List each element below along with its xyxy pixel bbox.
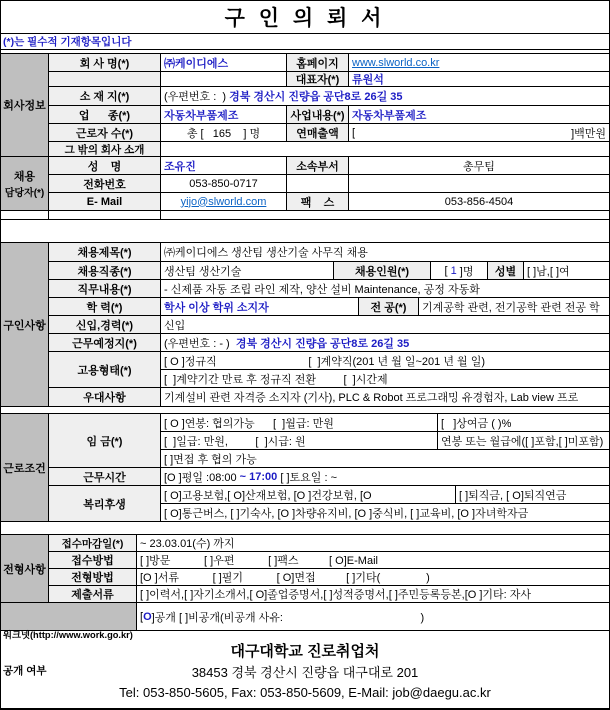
job-title-label: 채용제목(*): [49, 243, 161, 262]
career-row: [49, 316, 609, 334]
documents-value: [ ]이력서,[ ]자기소개서,[ O]졸업증명서,[ ]성적증명서,[ ]주민등록등본,[O ]기타: 자사: [137, 586, 609, 603]
homepage-link[interactable]: www.slworld.co.kr: [352, 56, 440, 69]
apply-method-value: [ ]방문 [ ]우편 [ ]팩스 [ O]E-Mail: [137, 552, 609, 569]
job-title-row: [49, 243, 609, 262]
salary-label: 임 금(*): [49, 414, 161, 468]
welfare-label: 복리후생: [49, 486, 161, 522]
process-label: 전형방법: [49, 569, 137, 586]
salary-daily-option: [ ]일급: 만원, [ ]시급: 원: [161, 432, 438, 450]
salary-annual-option: [ O ]연봉: 협의가능 [ ]월급: 만원: [161, 414, 438, 432]
salary-include-option: 연봉 또는 월급에([ ]포함,[ ]미포함): [438, 432, 609, 450]
revenue-cell: [349, 124, 609, 142]
preferred-value: 기계설비 관련 자격증 소지자 (기사), PLC & Robot 프로그래밍 유경험자, Lab view 프로: [161, 388, 609, 407]
email-label: E- Mail: [49, 193, 161, 211]
job-category-row: [49, 262, 609, 280]
business-label: 사업내용(*): [287, 106, 349, 124]
salary-negotiable-option: [ ]면접 후 협의 가능: [161, 450, 609, 468]
documents-label: 제출서류: [49, 586, 137, 603]
address-cell: [161, 87, 609, 106]
section-label-screening: 전형사항: [1, 535, 49, 603]
salary-row-2: [161, 432, 609, 450]
recruiter-rows: [49, 157, 609, 211]
process-value: [O ]서류 [ ]필기 [ O]면접 [ ]기타( ): [137, 569, 609, 586]
employment-options: [161, 352, 609, 388]
recruiter-name-value: 조유진: [161, 157, 287, 175]
recruiter-section-line2: 담당자(*): [4, 188, 45, 199]
major-value: 기계공학 관련, 전기공학 관련 전공 학: [419, 298, 609, 316]
homepage-cell: [349, 54, 609, 72]
job-category-value: 생산팀 생산기술: [161, 262, 334, 280]
job-rows: [49, 243, 609, 407]
conditions-rows: [49, 414, 609, 522]
recruiter-phone-row: [49, 175, 609, 193]
location-postal-prefix: (우편번호 : - ): [164, 337, 236, 350]
documents-row: [49, 586, 609, 603]
fax-value: 053-856-4504: [349, 193, 609, 211]
email-link[interactable]: yijo@slworld.com: [180, 195, 267, 208]
welfare-row: [49, 486, 609, 522]
welfare-row-1: [161, 486, 609, 504]
apply-method-label: 접수방법: [49, 552, 137, 569]
hours-value: [161, 468, 609, 486]
education-value: 학사 이상 학위 소지자: [161, 298, 359, 316]
empty-label-cell: [49, 72, 161, 87]
recruiter-email-row: [49, 193, 609, 211]
footer-contact: Tel: 053-850-5605, Fax: 053-850-5609, E-Mail: job@daegu.ac.kr: [119, 685, 491, 700]
company-etc-row: [49, 142, 609, 157]
industry-label: 업 종(*): [49, 106, 161, 124]
hours-weekday: [O ]평일 :08:00: [164, 471, 240, 484]
empty-value-cell: [161, 72, 287, 87]
deadline-label: 접수마감일(*): [49, 535, 137, 552]
dept-value: 총무팀: [349, 157, 609, 175]
footer-organization: 대구대학교 진로취업처: [230, 643, 380, 660]
welfare-insurance: [ O]고용보험,[ O]산재보험, [O ]건강보험, [O: [161, 486, 456, 504]
recruiter-empty-row: [1, 211, 609, 220]
job-category-label: 채용직종(*): [49, 262, 161, 280]
revenue-open-bracket: [: [352, 126, 356, 139]
footer-address: 38453 경북 경산시 진량읍 대구대로 201: [191, 665, 419, 680]
ceo-value: 류원석: [349, 72, 609, 87]
address-value: 경북 경산시 진량읍 공단8로 26길 35: [229, 91, 403, 103]
recruiter-name-label: 성 명: [49, 157, 161, 175]
empty-cell: [349, 175, 609, 193]
recruiter-section-line1: 채용: [13, 171, 36, 183]
welfare-benefits: [ O]통근버스, [ ]기숙사, [O ]차량유지비, [O ]중식비, [ ]교육비, [O ]자녀학자금: [161, 504, 609, 522]
deadline-row: [49, 535, 609, 552]
headcount-value: [431, 262, 488, 280]
location-cell: [161, 334, 609, 352]
gender-value: [ ]남,[ ]여: [524, 262, 609, 280]
email-cell: [161, 193, 287, 211]
recruiter-name-row: [49, 157, 609, 175]
phone-value: 053-850-0717: [161, 175, 287, 193]
company-name-value: ㈜케이디에스: [161, 54, 287, 72]
salary-bonus-option: [ ]상여금 ( )%: [438, 414, 609, 432]
salary-row-1: [161, 414, 609, 432]
career-label: 신입,경력(*): [49, 316, 161, 334]
conditions-section: [1, 413, 609, 522]
homepage-label: 홈페이지: [287, 54, 349, 72]
worknet-open-mark: O: [143, 610, 152, 623]
duty-label: 직무내용(*): [49, 280, 161, 298]
ceo-label: 대표자(*): [287, 72, 349, 87]
salary-row: [49, 414, 609, 468]
company-info-section: [1, 53, 609, 157]
empty-cell: [287, 175, 349, 193]
section-label-recruiter: [1, 157, 49, 211]
worknet-disclosure-label: 공개 여부: [3, 665, 47, 677]
address-row: [49, 87, 609, 106]
employment-option-2: [ ]계약기간 만료 후 정규직 전환 [ ]시간제: [161, 370, 609, 388]
screening-section: [1, 534, 609, 603]
section-label-company: 회사정보: [1, 54, 49, 157]
headcount-number: 1: [450, 264, 457, 277]
page-title: 구 인 의 뢰 서: [224, 7, 386, 30]
workers-row: [49, 124, 609, 142]
hours-row: [49, 468, 609, 486]
deadline-value: ~ 23.03.01(수) 까지: [137, 535, 609, 552]
worknet-value: [137, 603, 609, 631]
worknet-url-label: 워크넷(http://www.work.go.kr): [3, 630, 133, 640]
process-row: [49, 569, 609, 586]
address-label: 소 재 지(*): [49, 87, 161, 106]
workers-label: 근로자 수(*): [49, 124, 161, 142]
recruiter-section: [1, 157, 609, 211]
screening-rows: [49, 535, 609, 603]
location-row: [49, 334, 609, 352]
company-etc-value: [161, 142, 609, 157]
revenue-unit: ]백만원: [571, 127, 606, 140]
company-name-row: [49, 54, 609, 72]
phone-label: 전화번호: [49, 175, 161, 193]
worknet-open-bracket: [: [140, 610, 144, 623]
spacer: [1, 220, 609, 242]
revenue-label: 연매출액: [287, 124, 349, 142]
empty-cell: [1, 211, 49, 220]
hours-end-time: ~ 17:00: [239, 470, 278, 483]
employment-label: 고용형태(*): [49, 352, 161, 388]
employment-option-1: [ O ]정규직 [ ]계약직(201 년 월 일~201 년 월 일): [161, 352, 609, 370]
location-label: 근무예정지(*): [49, 334, 161, 352]
section-label-conditions: 근로조건: [1, 414, 49, 522]
career-value: 신입: [161, 316, 609, 334]
empty-cell: [49, 211, 161, 220]
salary-options: [161, 414, 609, 468]
ceo-row: [49, 72, 609, 87]
preferred-row: [49, 388, 609, 407]
major-label: 전 공(*): [359, 298, 419, 316]
duty-value: - 신제품 자동 조립 라인 제작, 양산 설비 Maintenance, 공정 자동화: [161, 280, 609, 298]
worknet-options: ]공개 [ ]비공개(비공개 사유: ): [151, 611, 425, 624]
education-label: 학 력(*): [49, 298, 161, 316]
headcount-close: ]명: [456, 265, 474, 278]
postal-prefix: (우편번호 : ): [164, 91, 230, 103]
headcount-label: 채용인원(*): [334, 262, 431, 280]
education-row: [49, 298, 609, 316]
spacer: [1, 522, 609, 534]
welfare-pension: [ ]퇴직금, [ O]퇴직연금: [456, 486, 609, 504]
headcount-open: [: [444, 264, 451, 277]
job-title-value: ㈜케이디에스 생산팀 생산기술 사무직 채용: [161, 243, 609, 262]
dept-label: 소속부서: [287, 157, 349, 175]
title-row: [1, 1, 609, 34]
fax-label: 팩 스: [287, 193, 349, 211]
employment-row: [49, 352, 609, 388]
job-duty-row: [49, 280, 609, 298]
hours-saturday: [ ]토요일 : ~: [277, 471, 337, 484]
location-value: 경북 경산시 진량읍 공단8로 26길 35: [235, 337, 410, 350]
worknet-label: [1, 603, 137, 677]
gender-label: 성별: [488, 262, 524, 280]
apply-method-row: [49, 552, 609, 569]
welfare-options: [161, 486, 609, 522]
hours-label: 근무시간: [49, 468, 161, 486]
empty-cell: [161, 211, 609, 220]
business-value: 자동차부품제조: [349, 106, 609, 124]
company-etc-label: 그 밖의 회사 소개: [49, 142, 161, 157]
company-rows: [49, 54, 609, 157]
job-section: [1, 242, 609, 407]
company-name-label: 회 사 명(*): [49, 54, 161, 72]
industry-value: 자동차부품제조: [161, 106, 287, 124]
workers-value: 총 [ 165 ] 명: [161, 124, 287, 142]
preferred-label: 우대사항: [49, 388, 161, 407]
industry-row: [49, 106, 609, 124]
section-label-job: 구인사항: [1, 243, 49, 407]
required-note: (*)는 필수적 기재항목입니다: [1, 34, 609, 50]
